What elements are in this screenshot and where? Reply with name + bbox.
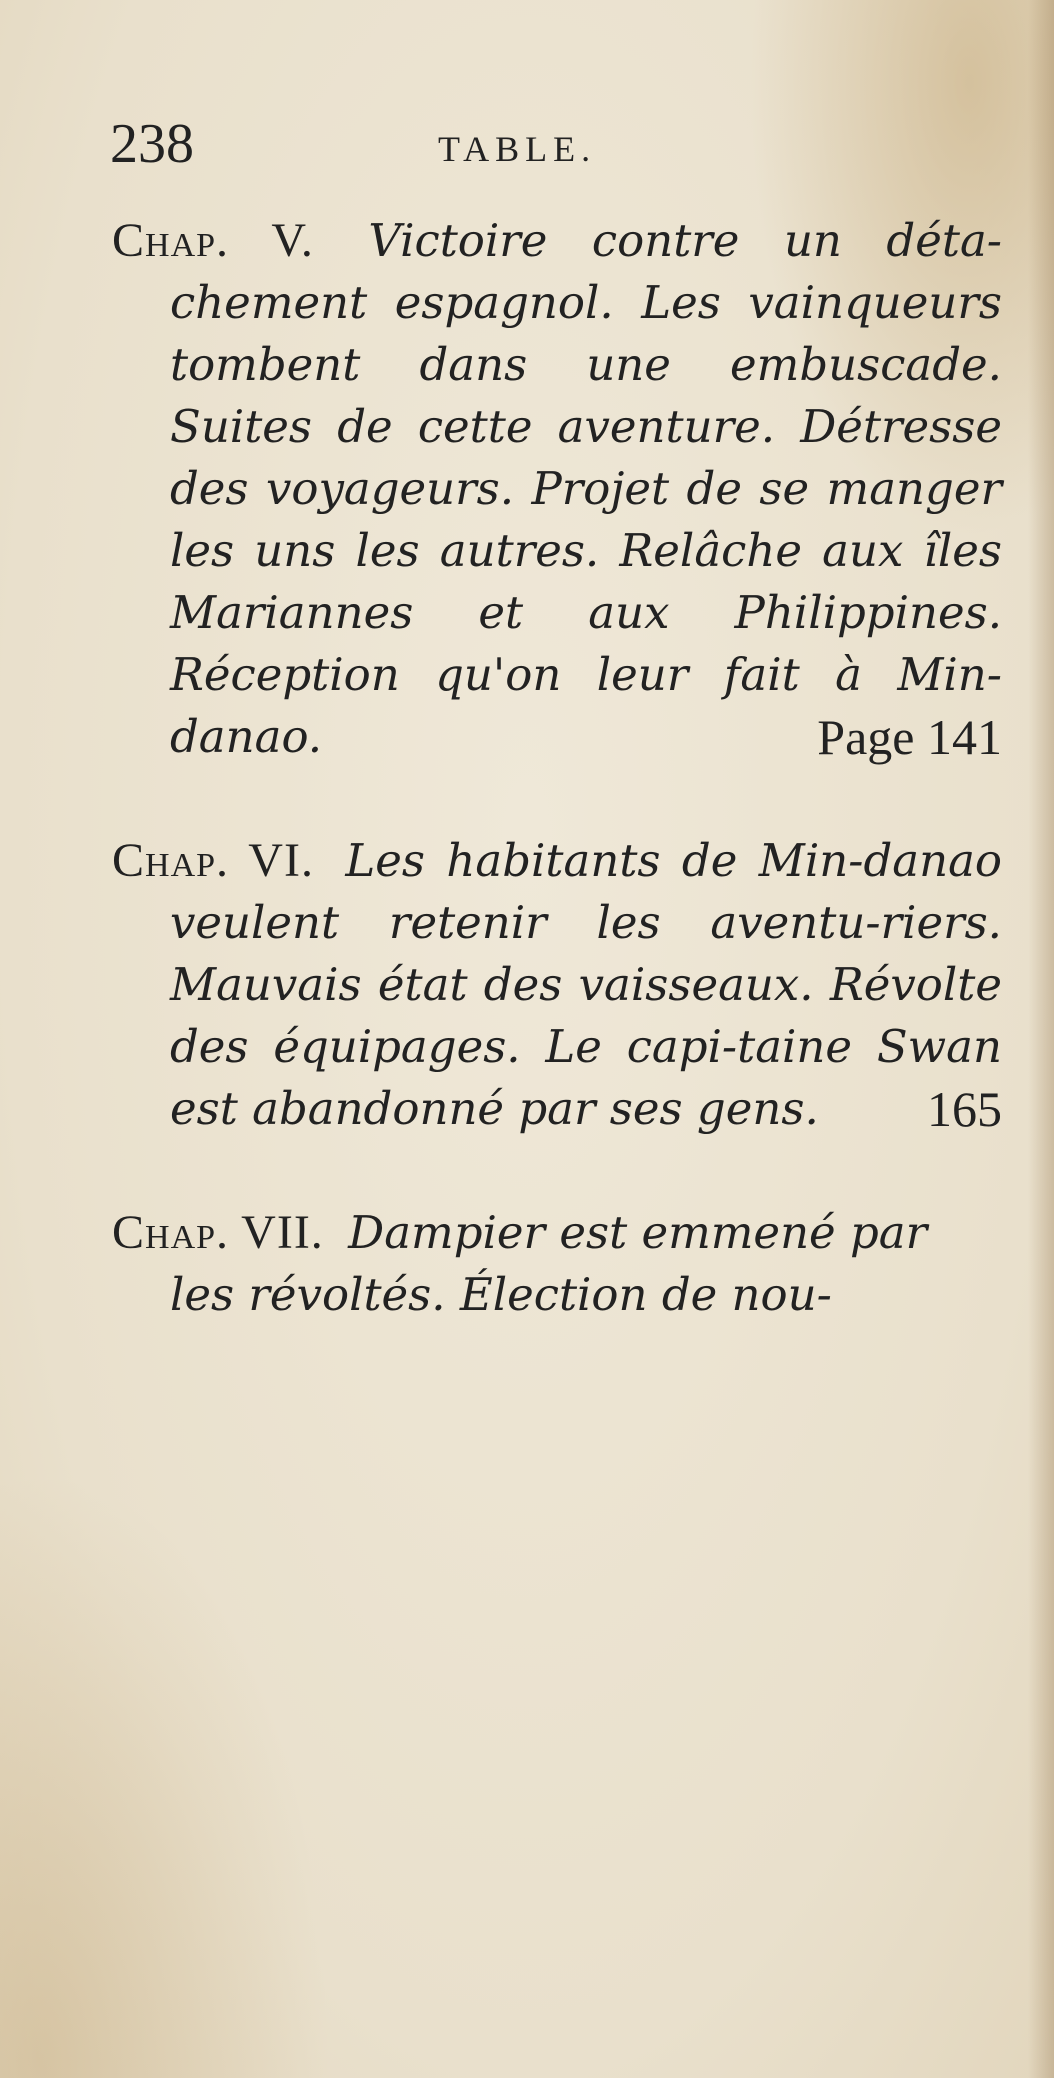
chapter-label: Chap. VI. bbox=[112, 834, 314, 887]
toc-entry-chap-5 bbox=[112, 210, 1002, 768]
table-of-contents bbox=[112, 210, 1002, 1326]
page-number: 238 bbox=[110, 113, 194, 175]
chapter-summary: Victoire contre un déta-chement espagnol. Les vainqueurs tombent dans une embuscade. Suites de cette aventure. Détresse des voyageurs. Projet de se manger les uns les autres. Relâche aux îles Mariannes et aux Philippines. Réception qu'on leur fait à Min-danao. bbox=[170, 214, 1002, 763]
chapter-summary: Dampier est emmené par les révoltés. Élection de nou- bbox=[170, 1206, 928, 1321]
chapter-label: Chap. VII. bbox=[112, 1206, 324, 1259]
toc-entry-chap-7 bbox=[112, 1202, 1002, 1326]
running-title: TABLE. bbox=[438, 129, 597, 169]
chapter-summary: Les habitants de Min-danao veulent retenir les aventu-riers. Mauvais état des vaisseaux. Révolte des équipages. Le capi-taine Swan est abandonné par ses gens. bbox=[170, 834, 1002, 1135]
toc-entry-chap-6 bbox=[112, 830, 1002, 1140]
chapter-label: Chap. V. bbox=[112, 214, 314, 267]
page-reference: 165 bbox=[927, 1081, 1002, 1137]
running-head bbox=[110, 112, 1000, 192]
page-reference: Page 141 bbox=[817, 709, 1002, 765]
